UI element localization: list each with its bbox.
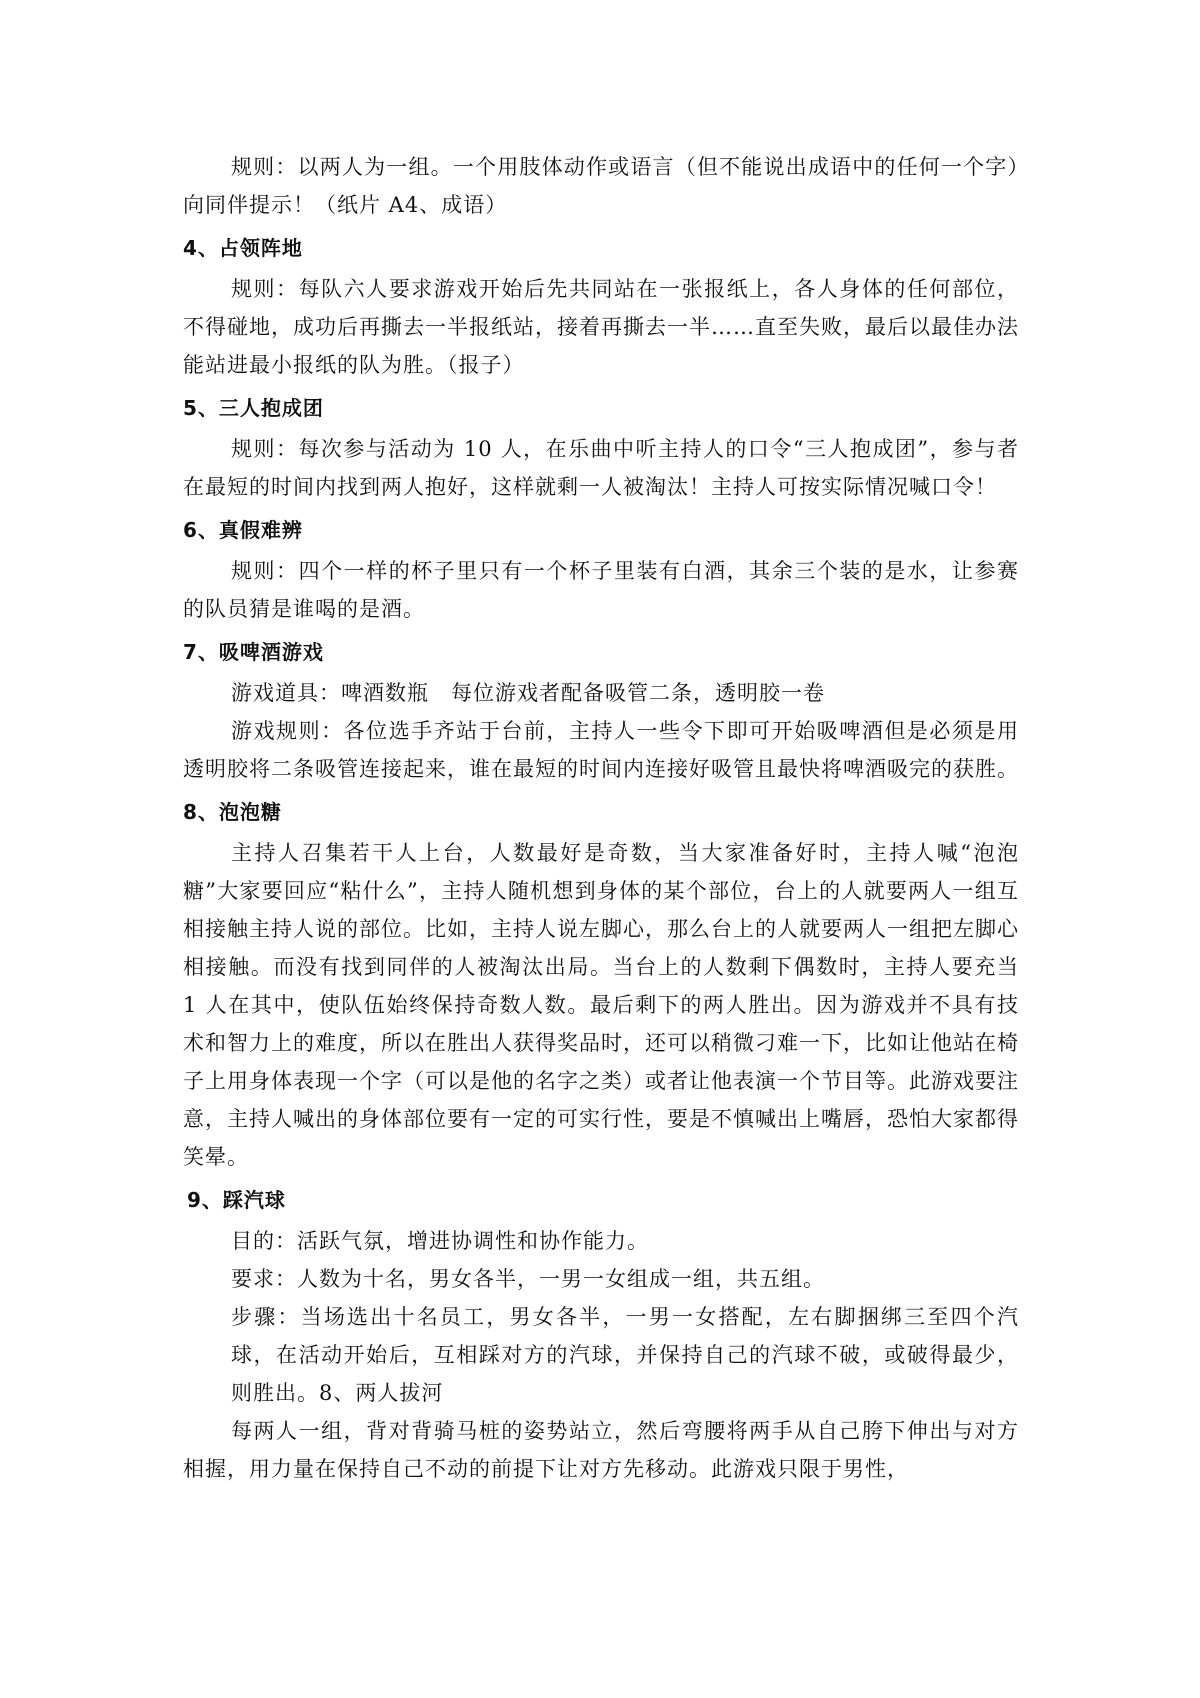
document-page <box>183 148 1019 1488</box>
section-7 <box>183 634 1019 788</box>
section-heading: 5、三人抱成团 <box>183 396 324 420</box>
section-9 <box>183 1182 1019 1488</box>
section-heading: 7、吸啤酒游戏 <box>183 640 324 664</box>
section-heading: 8、泡泡糖 <box>183 800 282 824</box>
section-intro <box>183 148 1019 224</box>
paragraph: 规则：以两人为一组。一个用肢体动作或语言（但不能说出成语中的任何一个字）向同伴提示！（纸片 A4、成语） <box>183 155 1019 217</box>
paragraph: 步骤：当场选出十名员工，男女各半，一男一女搭配，左右脚捆绑三至四个汽球，在活动开始后，互相踩对方的汽球，并保持自己的汽球不破，或破得最少，则胜出。8、两人拔河 <box>231 1305 1019 1405</box>
section-heading: 4、占领阵地 <box>183 236 303 260</box>
paragraph: 游戏道具：啤酒数瓶 每位游戏者配备吸管二条，透明胶一卷 <box>231 681 825 705</box>
section-4 <box>183 230 1019 384</box>
paragraph: 规则：每队六人要求游戏开始后先共同站在一张报纸上，各人身体的任何部位，不得碰地，成功后再撕去一半报纸站，接着再撕去一半……直至失败，最后以最佳办法能站进最小报纸的队为胜。（报子） <box>183 277 1019 377</box>
paragraph: 要求：人数为十名，男女各半，一男一女组成一组，共五组。 <box>231 1267 825 1291</box>
section-5 <box>183 390 1019 506</box>
paragraph: 每两人一组，背对背骑马桩的姿势站立，然后弯腰将两手从自己胯下伸出与对方相握，用力量在保持自己不动的前提下让对方先移动。此游戏只限于男性， <box>183 1419 1019 1481</box>
section-heading: 6、真假难辨 <box>183 518 303 542</box>
section-8 <box>183 794 1019 1176</box>
section-6 <box>183 512 1019 628</box>
paragraph: 规则：四个一样的杯子里只有一个杯子里装有白酒，其余三个装的是水，让参赛的队员猜是谁喝的是酒。 <box>183 559 1019 621</box>
paragraph: 主持人召集若干人上台，人数最好是奇数，当大家准备好时，主持人喊“泡泡糖”大家要回应“粘什么”，主持人随机想到身体的某个部位，台上的人就要两人一组互相接触主持人说的部位。比如，主持人说左脚心，那么台上的人就要两人一组把左脚心相接触。而没有找到同伴的人被淘汰出局。当台上的人数剩下偶数时，主持人要充当 1 人在其中，使队伍始终保持奇数人数。最后剩下的两人胜出。因为游戏并不具有技术和智力上的难度，所以在胜出人获得奖品时，还可以稍微刁难一下，比如让他站在椅子上用身体表现一个字（可以是他的名字之类）或者让他表演一个节目等。此游戏要注意，主持人喊出的身体部位要有一定的可实行性，要是不慎喊出上嘴唇，恐怕大家都得笑晕。 <box>183 841 1019 1169</box>
paragraph: 目的：活跃气氛，增进协调性和协作能力。 <box>231 1229 649 1253</box>
paragraph: 游戏规则：各位选手齐站于台前，主持人一些令下即可开始吸啤酒但是必须是用透明胶将二条吸管连接起来，谁在最短的时间内连接好吸管且最快将啤酒吸完的获胜。 <box>183 719 1019 781</box>
paragraph: 规则：每次参与活动为 10 人，在乐曲中听主持人的口令“三人抱成团”，参与者在最短的时间内找到两人抱好，这样就剩一人被淘汰！主持人可按实际情况喊口令！ <box>183 437 1019 499</box>
section-heading: 9、踩汽球 <box>187 1188 286 1212</box>
